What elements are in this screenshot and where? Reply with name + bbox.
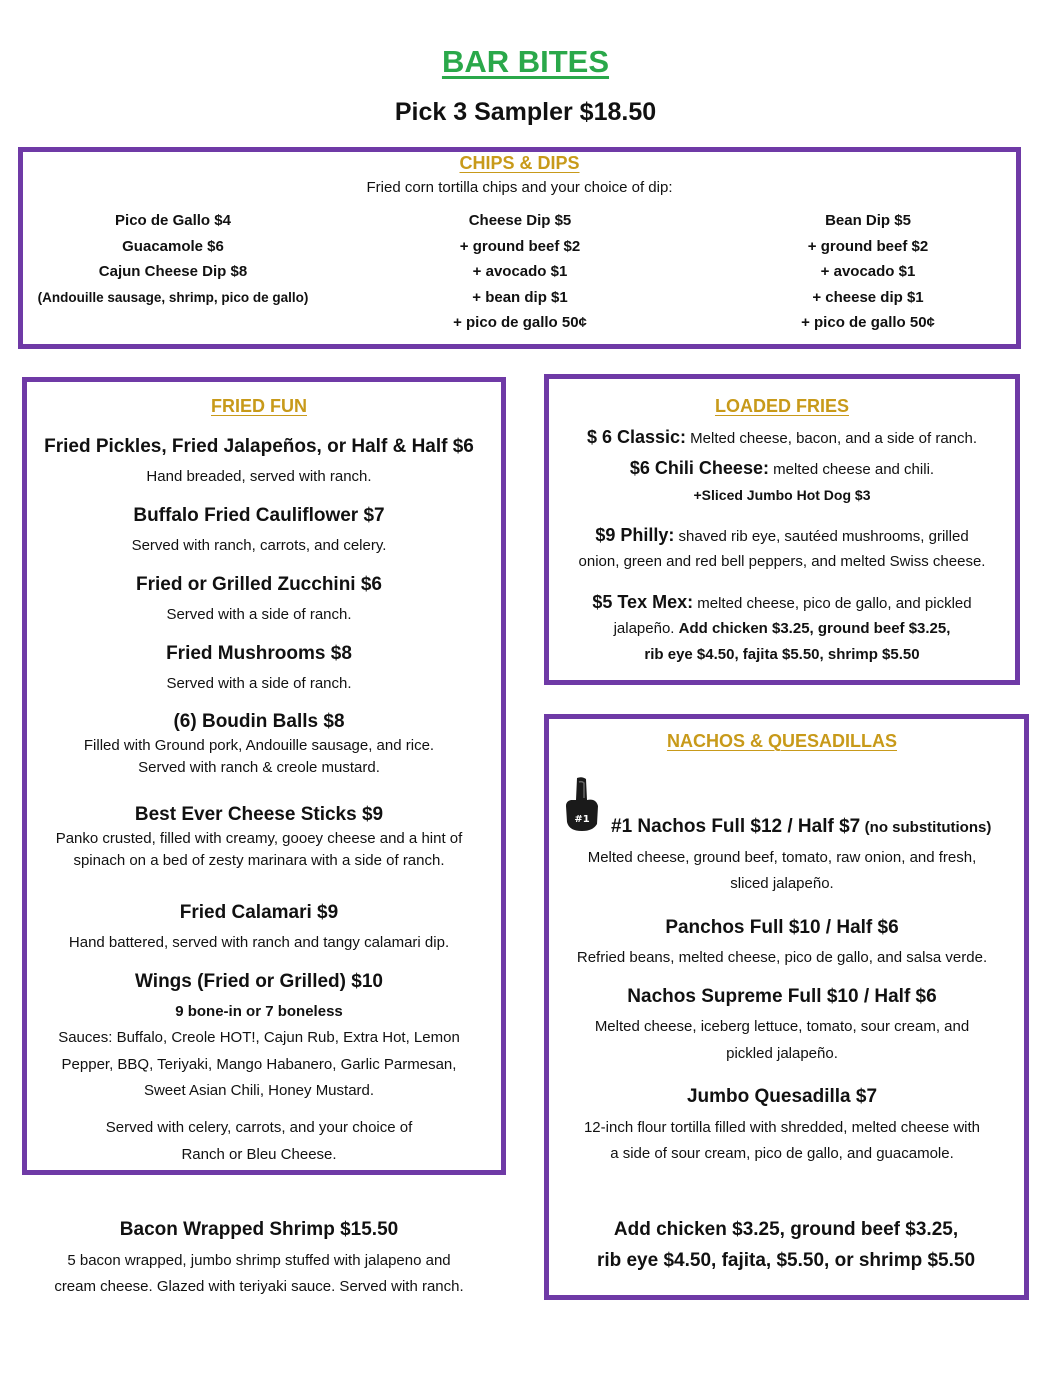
chips-col-2 [400, 208, 640, 336]
item-desc: Melted cheese, iceberg lettuce, tomato, sour cream, and [594, 1018, 970, 1035]
dip-item: + cheese dip $1 [812, 288, 924, 306]
chips-dips-intro: Fried corn tortilla chips and your choice of dip: [366, 179, 673, 196]
fries-texmex-desc [544, 616, 1020, 642]
nachos-title: NACHOS & QUESADILLAS [666, 731, 897, 751]
dip-item: Pico de Gallo $4 [115, 212, 231, 229]
item-desc: Melted cheese, ground beef, tomato, raw onion, and fresh, [587, 849, 977, 866]
item-desc: pickled jalapeño. [726, 1045, 838, 1062]
item-title: Best Ever Cheese Sticks $9 [134, 804, 384, 825]
fries-item-desc: melted cheese, pico de gallo, and pickled [693, 595, 972, 612]
dip-item: + ground beef $2 [807, 237, 929, 255]
nachos-add-ons: Add chicken $3.25, ground beef $3.25, [613, 1219, 959, 1240]
item-title: Panchos Full $10 / Half $6 [665, 917, 899, 938]
dip-item: + ground beef $2 [459, 237, 581, 255]
item-desc: Ranch or Bleu Cheese. [181, 1146, 337, 1163]
item-desc: Served with ranch & creole mustard. [138, 759, 380, 776]
foam-finger-label: #1 [574, 814, 590, 825]
item-title: Fried Calamari $9 [179, 902, 339, 923]
dip-item: Cheese Dip $5 [468, 212, 572, 229]
bacon-shrimp-desc: 5 bacon wrapped, jumbo shrimp stuffed with jalapeno and [67, 1252, 451, 1269]
fries-add-ons: rib eye $4.50, fajita $5.50, shrimp $5.50 [644, 646, 920, 663]
item-title: Fried Mushrooms $8 [166, 643, 352, 664]
fries-item-title: $ 6 Classic: [586, 427, 687, 447]
fries-item-desc: melted cheese and chili. [768, 461, 935, 478]
item-desc: 12-inch flour tortilla filled with shredded, melted cheese with [583, 1119, 981, 1136]
item-desc: Refried beans, melted cheese, pico de gallo, and salsa verde. [576, 949, 988, 966]
fries-philly [544, 522, 1020, 550]
dip-item: Cajun Cheese Dip $8 [98, 263, 248, 280]
loaded-fries-title: LOADED FRIES [714, 396, 849, 416]
item-desc: a side of sour cream, pico de gallo, and guacamole. [610, 1145, 954, 1162]
item-title: Buffalo Fried Cauliflower $7 [133, 505, 385, 526]
item-desc: spinach on a bed of zesty marinara with a side of ranch. [73, 852, 445, 869]
fries-hotdog: +Sliced Jumbo Hot Dog $3 [693, 487, 871, 503]
dip-item: + avocado $1 [472, 263, 568, 280]
item-desc: Served with ranch, carrots, and celery. [131, 537, 387, 554]
page-subtitle: Pick 3 Sampler $18.50 [394, 98, 657, 126]
bacon-shrimp-desc: cream cheese. Glazed with teriyaki sauce. Served with ranch. [54, 1278, 464, 1295]
item-desc: Hand battered, served with ranch and tangy calamari dip. [68, 934, 450, 951]
item-desc: Served with a side of ranch. [166, 675, 352, 692]
item-desc: sliced jalapeño. [730, 875, 834, 892]
dip-note: (Andouille sausage, shrimp, pico de gallo) [37, 289, 309, 305]
item-title: Wings (Fried or Grilled) $10 [135, 971, 383, 992]
chips-dips-title: CHIPS & DIPS [459, 153, 580, 173]
dip-item: + bean dip $1 [472, 288, 568, 306]
item-title: Fried or Grilled Zucchini $6 [136, 574, 382, 595]
fries-item-desc: Melted cheese, bacon, and a side of ranch. [686, 430, 978, 447]
fries-classic [544, 424, 1020, 452]
dip-item: Bean Dip $5 [825, 212, 911, 229]
fries-add-ons: Add chicken $3.25, ground beef $3.25, [678, 620, 951, 637]
item-title: Fried Pickles, Fried Jalapeños, or Half & Half $6 [44, 436, 474, 457]
dip-item: + pico de gallo 50¢ [453, 314, 587, 331]
item-desc: Hand breaded, served with ranch. [146, 468, 372, 485]
chips-col-3 [748, 208, 988, 336]
page-title: BAR BITES [441, 44, 610, 79]
nachos-1-title [611, 816, 1021, 838]
dip-item: + avocado $1 [820, 263, 916, 280]
fries-texmex [544, 589, 1020, 617]
fries-philly-desc: onion, green and red bell peppers, and melted Swiss cheese. [578, 553, 986, 570]
fries-item-desc: jalapeño. [613, 620, 679, 637]
item-desc: Sauces: Buffalo, Creole HOT!, Cajun Rub, Extra Hot, Lemon [58, 1029, 460, 1046]
item-desc: Served with celery, carrots, and your choice of [105, 1119, 413, 1136]
fries-item-title: $9 Philly: [595, 525, 675, 545]
item-title: (6) Boudin Balls $8 [173, 711, 345, 732]
dip-item: Guacamole $6 [122, 237, 224, 255]
chips-col-1 [28, 208, 318, 310]
nachos-add-ons: rib eye $4.50, fajita, $5.50, or shrimp $5.50 [596, 1250, 976, 1271]
fries-chili [544, 455, 1020, 483]
foam-finger-icon [563, 776, 601, 832]
item-desc: Pepper, BBQ, Teriyaki, Mango Habanero, Garlic Parmesan, [61, 1056, 457, 1073]
bacon-shrimp-title: Bacon Wrapped Shrimp $15.50 [119, 1219, 399, 1240]
item-title: Jumbo Quesadilla $7 [686, 1086, 878, 1107]
fries-item-title: $5 Tex Mex: [592, 592, 694, 612]
item-desc: Filled with Ground pork, Andouille sausage, and rice. [83, 737, 435, 754]
item-desc: Sweet Asian Chili, Honey Mustard. [143, 1082, 375, 1099]
fried-fun-title: FRIED FUN [211, 396, 307, 416]
item-title: Nachos Supreme Full $10 / Half $6 [627, 986, 937, 1007]
item-desc: Panko crusted, filled with creamy, gooey cheese and a hint of [55, 830, 463, 847]
dip-item: + pico de gallo 50¢ [801, 314, 935, 331]
fries-item-title: $6 Chili Cheese: [629, 458, 769, 478]
item-title: #1 Nachos Full $12 / Half $7 [611, 816, 861, 837]
item-desc: Served with a side of ranch. [166, 606, 352, 623]
fries-item-desc: shaved rib eye, sautéed mushrooms, grilled [674, 528, 969, 545]
item-subtitle: 9 bone-in or 7 boneless [175, 1003, 343, 1020]
item-note: (no substitutions) [864, 819, 992, 836]
